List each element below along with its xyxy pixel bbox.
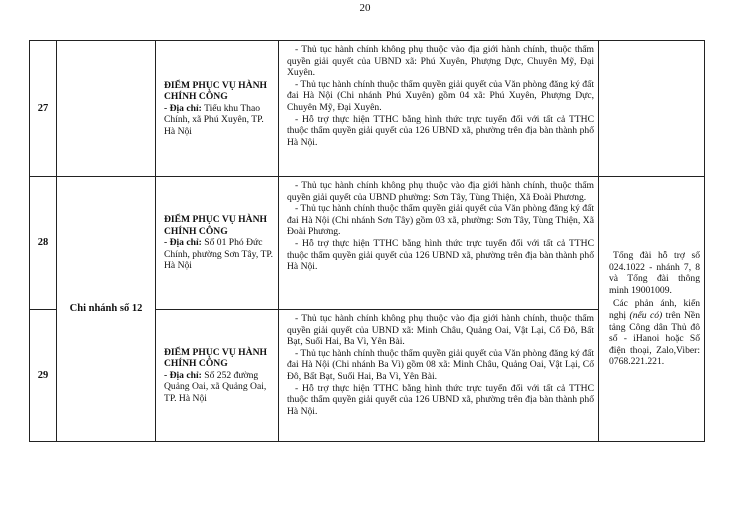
feedback-note: (nếu có) (629, 310, 663, 321)
procedure-item: - Hỗ trợ thực hiện TTHC bằng hình thức trực tuyến đối với tất cả TTHC thuộc thẩm quyền giải quyết của 126 UBND xã, phường trên địa bàn thành phố Hà Nội. (287, 237, 594, 273)
address-text: Số 252 đường Quảng Oai, xã Quảng Oai, TP. Hà Nội (164, 369, 267, 404)
procedure-item: - Thủ tục hành chính thuộc thẩm quyền giải quyết của Văn phòng đăng ký đất đai Hà Nội (Chi nhánh Phú Xuyên) gồm 04 xã: Phú Xuyên, Phượng Dực, Chuyên Mỹ, Đại Xuyên. (287, 78, 594, 113)
service-point-title: ĐIỂM PHỤC VỤ HÀNH CHÍNH CÔNG (164, 346, 267, 370)
table-row (30, 177, 705, 310)
support-cell-top (599, 41, 705, 177)
procedures-cell (279, 177, 599, 310)
page-number: 20 (359, 2, 371, 14)
feedback-text (609, 298, 700, 368)
support-info (599, 177, 705, 442)
procedures-cell (279, 310, 599, 442)
procedure-item: - Thủ tục hành chính thuộc thẩm quyền giải quyết của Văn phòng đăng ký đất đai Hà Nội (Chi nhánh Sơn Tây) gồm 03 xã, phường: Sơn Tây, Tùng Thiện, Xã Đoài Phương. (287, 203, 594, 238)
service-point-address (156, 41, 279, 177)
service-point-address (156, 310, 279, 442)
address-label: - Địa chỉ: (164, 102, 202, 114)
row-number: 28 (30, 177, 57, 310)
hotline-text: Tổng đài hỗ trợ số 024.1022 - nhánh 7, 8 và Tổng đài thông minh 19001009. (609, 250, 700, 296)
branch-name: Chi nhánh số 12 (57, 177, 156, 442)
procedure-item: - Hỗ trợ thực hiện TTHC bằng hình thức trực tuyến đối với tất cả TTHC thuộc thẩm quyền giải quyết của 126 UBND xã, phường trên địa bàn thành phố Hà Nội. (287, 382, 594, 417)
procedures-cell (279, 41, 599, 177)
row-number: 27 (30, 41, 57, 177)
address-text: Tiểu khu Thao Chính, xã Phú Xuyên, TP. Hà Nội (164, 102, 264, 137)
procedure-item: - Hỗ trợ thực hiện TTHC bằng hình thức trực tuyến đối với tất cả TTHC thuộc thẩm quyền giải quyết của 126 UBND xã, phường trên địa bàn thành phố Hà Nội. (287, 113, 594, 148)
address-label: - Địa chỉ: (164, 369, 202, 381)
service-point-title: ĐIỂM PHỤC VỤ HÀNH CHÍNH CÔNG (164, 79, 267, 103)
row-number: 29 (30, 310, 57, 442)
feedback-pre: Các phản ánh, kiến nghị (609, 298, 700, 321)
procedure-item: - Thủ tục hành chính thuộc thẩm quyền giải quyết của Văn phòng đăng ký đất đai Hà Nội (Chi nhánh Ba Vì) gồm 08 xã: Minh Châu, Quảng Oai, Vật Lại, Cổ Đô, Bất Bạt, Suối Hai, Ba Vì, Yên Bài. (287, 347, 594, 382)
service-point-title: ĐIỂM PHỤC VỤ HÀNH CHÍNH CÔNG (164, 214, 267, 237)
service-points-table (29, 40, 705, 442)
procedure-item: - Thủ tục hành chính không phụ thuộc vào địa giới hành chính, thuộc thẩm quyền giải quyết của UBND xã: Minh Châu, Quảng Oai, Vật Lại, Cổ Đô, Bất Bạt, Suối Hai, Ba Vì, Yên Bài. (287, 313, 594, 348)
procedure-item: - Thủ tục hành chính không phụ thuộc vào địa giới hành chính, thuộc thẩm quyền giải quyết của UBND phường: Sơn Tây, Tùng Thiện, Xã Đoài Phương. (287, 180, 594, 203)
branch-cell-top (57, 41, 156, 177)
service-point-address (156, 177, 279, 310)
table-row (30, 41, 705, 177)
address-text: Số 01 Phó Đức Chính, phường Sơn Tây, TP. Hà Nội (164, 237, 273, 272)
procedure-item: - Thủ tục hành chính không phụ thuộc vào địa giới hành chính, thuộc thẩm quyền giải quyết của UBND xã: Phú Xuyên, Phượng Dực, Chuyên Mỹ, Đại Xuyên. (287, 44, 594, 79)
feedback-post: trên Nền tảng Công dân Thủ đô số - iHanoi hoặc Số điện thoại, Zalo,Viber: 0768.221.221. (609, 310, 700, 368)
address-label: - Địa chỉ: (164, 237, 202, 249)
